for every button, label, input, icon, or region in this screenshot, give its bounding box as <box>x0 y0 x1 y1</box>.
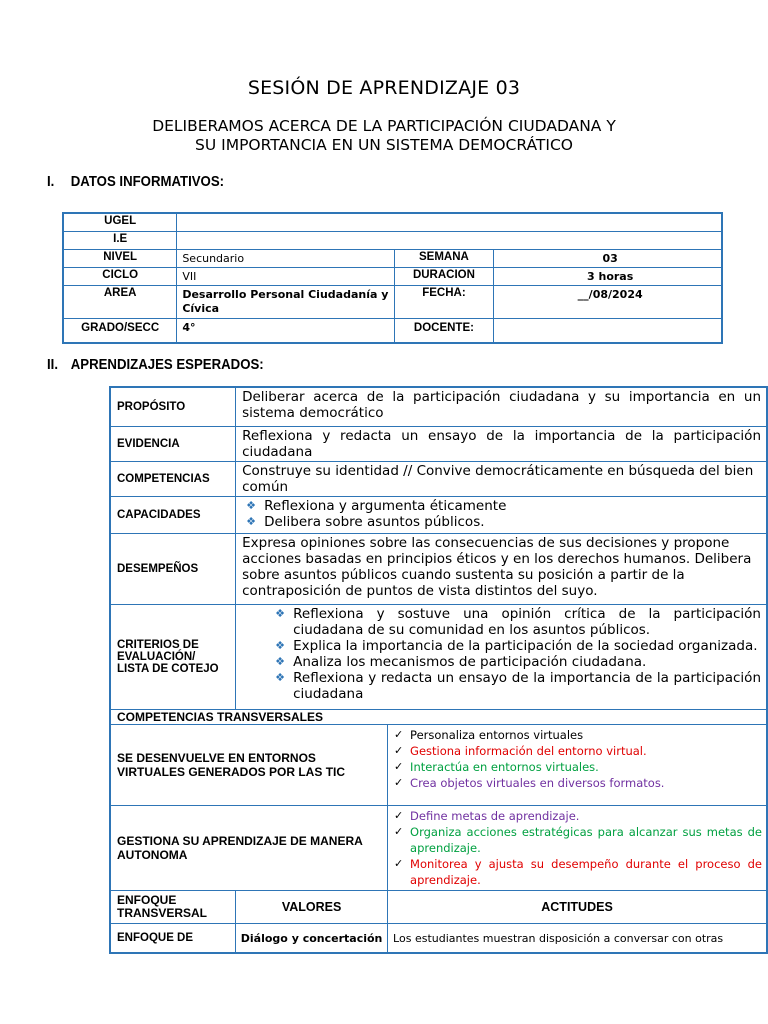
tic-item-text: Personaliza entornos virtuales <box>410 728 584 742</box>
table-row <box>110 462 767 497</box>
ugel-value[interactable] <box>177 213 722 232</box>
tic-item-text: Interactúa en entornos virtuales. <box>410 760 599 774</box>
list-item <box>242 514 761 530</box>
list-item <box>394 775 762 791</box>
fecha-label: FECHA: <box>394 286 494 319</box>
capacidad-text: Reflexiona y argumenta éticamente <box>264 498 507 514</box>
list-item <box>242 670 761 702</box>
diamond-bullet-icon: ❖ <box>275 607 285 620</box>
ie-label: I.E <box>63 232 177 250</box>
page-title: SESIÓN DE APRENDIZAJE 03 <box>247 77 521 99</box>
subtitle-line-2: SU IMPORTANCIA EN UN SISTEMA DEMOCRÁTICO <box>195 136 573 154</box>
session-subtitle <box>0 117 768 155</box>
valores-head: VALORES <box>236 891 388 924</box>
tic-list <box>388 725 767 806</box>
section-heading-datos <box>47 173 224 190</box>
list-item <box>394 727 762 743</box>
gestiona-label-line: GESTIONA SU APRENDIZAJE DE MANERA <box>117 834 363 848</box>
desempenos-text: Expresa opiniones sobre las consecuencias de sus decisiones y propone acciones basadas en principios éticos y en los derechos humanos. Delibera sobre asuntos públicos cuando sustenta su posición a partir de la contraposición de puntos de vista distintos del suyo. <box>236 534 767 605</box>
actitudes-head: ACTITUDES <box>388 891 767 924</box>
enfoque-head-line: ENFOQUE <box>117 893 177 907</box>
ciclo-value: VII <box>177 268 394 286</box>
aprendizajes-table <box>109 386 768 954</box>
criterio-text: Reflexiona y sostuve una opinión crítica de la participación ciudadana de su comunidad en los asuntos públicos. <box>293 606 761 638</box>
enfoque-row-label: ENFOQUE DE <box>110 924 236 954</box>
table-row <box>110 534 767 605</box>
list-item <box>394 759 762 775</box>
desempenos-label: DESEMPEÑOS <box>110 534 236 605</box>
duracion-label: DURACION <box>394 268 494 286</box>
criterio-text: Explica la importancia de la participación de la sociedad organizada. <box>293 638 758 654</box>
list-item <box>242 638 761 654</box>
section-title: DATOS INFORMATIVOS: <box>70 173 225 190</box>
check-icon: ✓ <box>394 857 404 870</box>
tic-label-line: SE DESENVUELVE EN ENTORNOS <box>117 751 316 765</box>
table-row <box>110 605 767 710</box>
gestiona-list <box>388 806 767 891</box>
list-item <box>394 824 762 856</box>
subtitle-line-1: DELIBERAMOS ACERCA DE LA PARTICIPACIÓN CIUDADANA Y <box>152 117 616 135</box>
section-title: APRENDIZAJES ESPERADOS: <box>70 356 264 373</box>
docente-label: DOCENTE: <box>394 319 494 344</box>
check-icon: ✓ <box>394 809 404 822</box>
list-item <box>242 498 761 514</box>
grado-value: 4° <box>177 319 394 344</box>
semana-label: SEMANA <box>394 250 494 268</box>
table-row <box>110 891 767 924</box>
proposito-text: Deliberar acerca de la participación ciudadana y su importancia en un sistema democrático <box>236 387 767 427</box>
evidencia-label: EVIDENCIA <box>110 427 236 462</box>
table-row <box>110 427 767 462</box>
table-row <box>110 924 767 954</box>
check-icon: ✓ <box>394 760 404 773</box>
enfoque-head <box>110 891 236 924</box>
grado-label: GRADO/SECC <box>63 319 177 344</box>
capacidades-label: CAPACIDADES <box>110 497 236 534</box>
section-heading-aprendizajes <box>47 356 264 373</box>
table-row <box>63 286 722 319</box>
nivel-label: NIVEL <box>63 250 177 268</box>
enfoque-row-actitud: Los estudiantes muestran disposición a conversar con otras <box>388 924 767 954</box>
check-icon: ✓ <box>394 776 404 789</box>
table-row <box>110 725 767 806</box>
criterio-text: Analiza los mecanismos de participación ciudadana. <box>293 654 647 670</box>
tic-item-text: Gestiona información del entorno virtual. <box>410 744 647 758</box>
diamond-bullet-icon: ❖ <box>275 655 285 668</box>
capacidades-list <box>236 497 767 534</box>
docente-value[interactable] <box>494 319 722 344</box>
evidencia-text: Reflexiona y redacta un ensayo de la importancia de la participación ciudadana <box>236 427 767 462</box>
table-row <box>110 710 767 725</box>
criterios-label <box>110 605 236 710</box>
table-row <box>63 268 722 286</box>
list-item <box>394 808 762 824</box>
proposito-label: PROPÓSITO <box>110 387 236 427</box>
competencias-text: Construye su identidad // Convive democráticamente en búsqueda del bien común <box>236 462 767 497</box>
table-row <box>63 213 722 232</box>
duracion-value: 3 horas <box>494 268 722 286</box>
list-item <box>394 743 762 759</box>
gestiona-item-text: Organiza acciones estratégicas para alcanzar sus metas de aprendizaje. <box>410 825 762 855</box>
area-label: AREA <box>63 286 177 319</box>
competencias-label: COMPETENCIAS <box>110 462 236 497</box>
gestiona-label-line: AUTONOMA <box>117 848 188 862</box>
criterio-text: Reflexiona y redacta un ensayo de la importancia de la participación ciudadana <box>293 670 761 702</box>
ugel-label: UGEL <box>63 213 177 232</box>
table-row <box>63 319 722 344</box>
criterios-label-line: EVALUACIÓN/ <box>117 651 196 663</box>
criterios-label-line: CRITERIOS DE <box>117 639 199 651</box>
table-row <box>110 806 767 891</box>
nivel-value: Secundario <box>177 250 394 268</box>
table-row <box>110 497 767 534</box>
transversales-heading: COMPETENCIAS TRANSVERSALES <box>110 710 767 725</box>
fecha-value: __/08/2024 <box>494 286 722 319</box>
list-item <box>242 606 761 638</box>
check-icon: ✓ <box>394 825 404 838</box>
tic-label <box>110 725 388 806</box>
enfoque-row-valor: Diálogo y concertación <box>236 924 388 954</box>
datos-informativos-table <box>62 212 723 344</box>
gestiona-item-text: Define metas de aprendizaje. <box>410 809 580 823</box>
section-number: II. <box>47 356 59 373</box>
criterios-list <box>236 605 767 710</box>
check-icon: ✓ <box>394 728 404 741</box>
area-value: Desarrollo Personal Ciudadanía y Cívica <box>177 286 394 319</box>
diamond-bullet-icon: ❖ <box>275 639 285 652</box>
tic-label-line: VIRTUALES GENERADOS POR LAS TIC <box>117 765 346 779</box>
list-item <box>242 654 761 670</box>
enfoque-head-line: TRANSVERSAL <box>117 906 208 920</box>
ie-value[interactable] <box>177 232 722 250</box>
diamond-bullet-icon: ❖ <box>246 515 256 528</box>
criterios-label-line: LISTA DE COTEJO <box>117 663 219 675</box>
ciclo-label: CICLO <box>63 268 177 286</box>
gestiona-label <box>110 806 388 891</box>
table-row <box>63 232 722 250</box>
gestiona-item-text: Monitorea y ajusta su desempeño durante el proceso de aprendizaje. <box>410 857 762 887</box>
check-icon: ✓ <box>394 744 404 757</box>
semana-value: 03 <box>494 250 722 268</box>
diamond-bullet-icon: ❖ <box>275 671 285 684</box>
table-row <box>110 387 767 427</box>
capacidad-text: Delibera sobre asuntos públicos. <box>264 514 485 530</box>
list-item <box>394 856 762 888</box>
section-number: I. <box>47 173 55 190</box>
diamond-bullet-icon: ❖ <box>246 499 256 512</box>
tic-item-text: Crea objetos virtuales en diversos formatos. <box>410 776 665 790</box>
table-row <box>63 250 722 268</box>
